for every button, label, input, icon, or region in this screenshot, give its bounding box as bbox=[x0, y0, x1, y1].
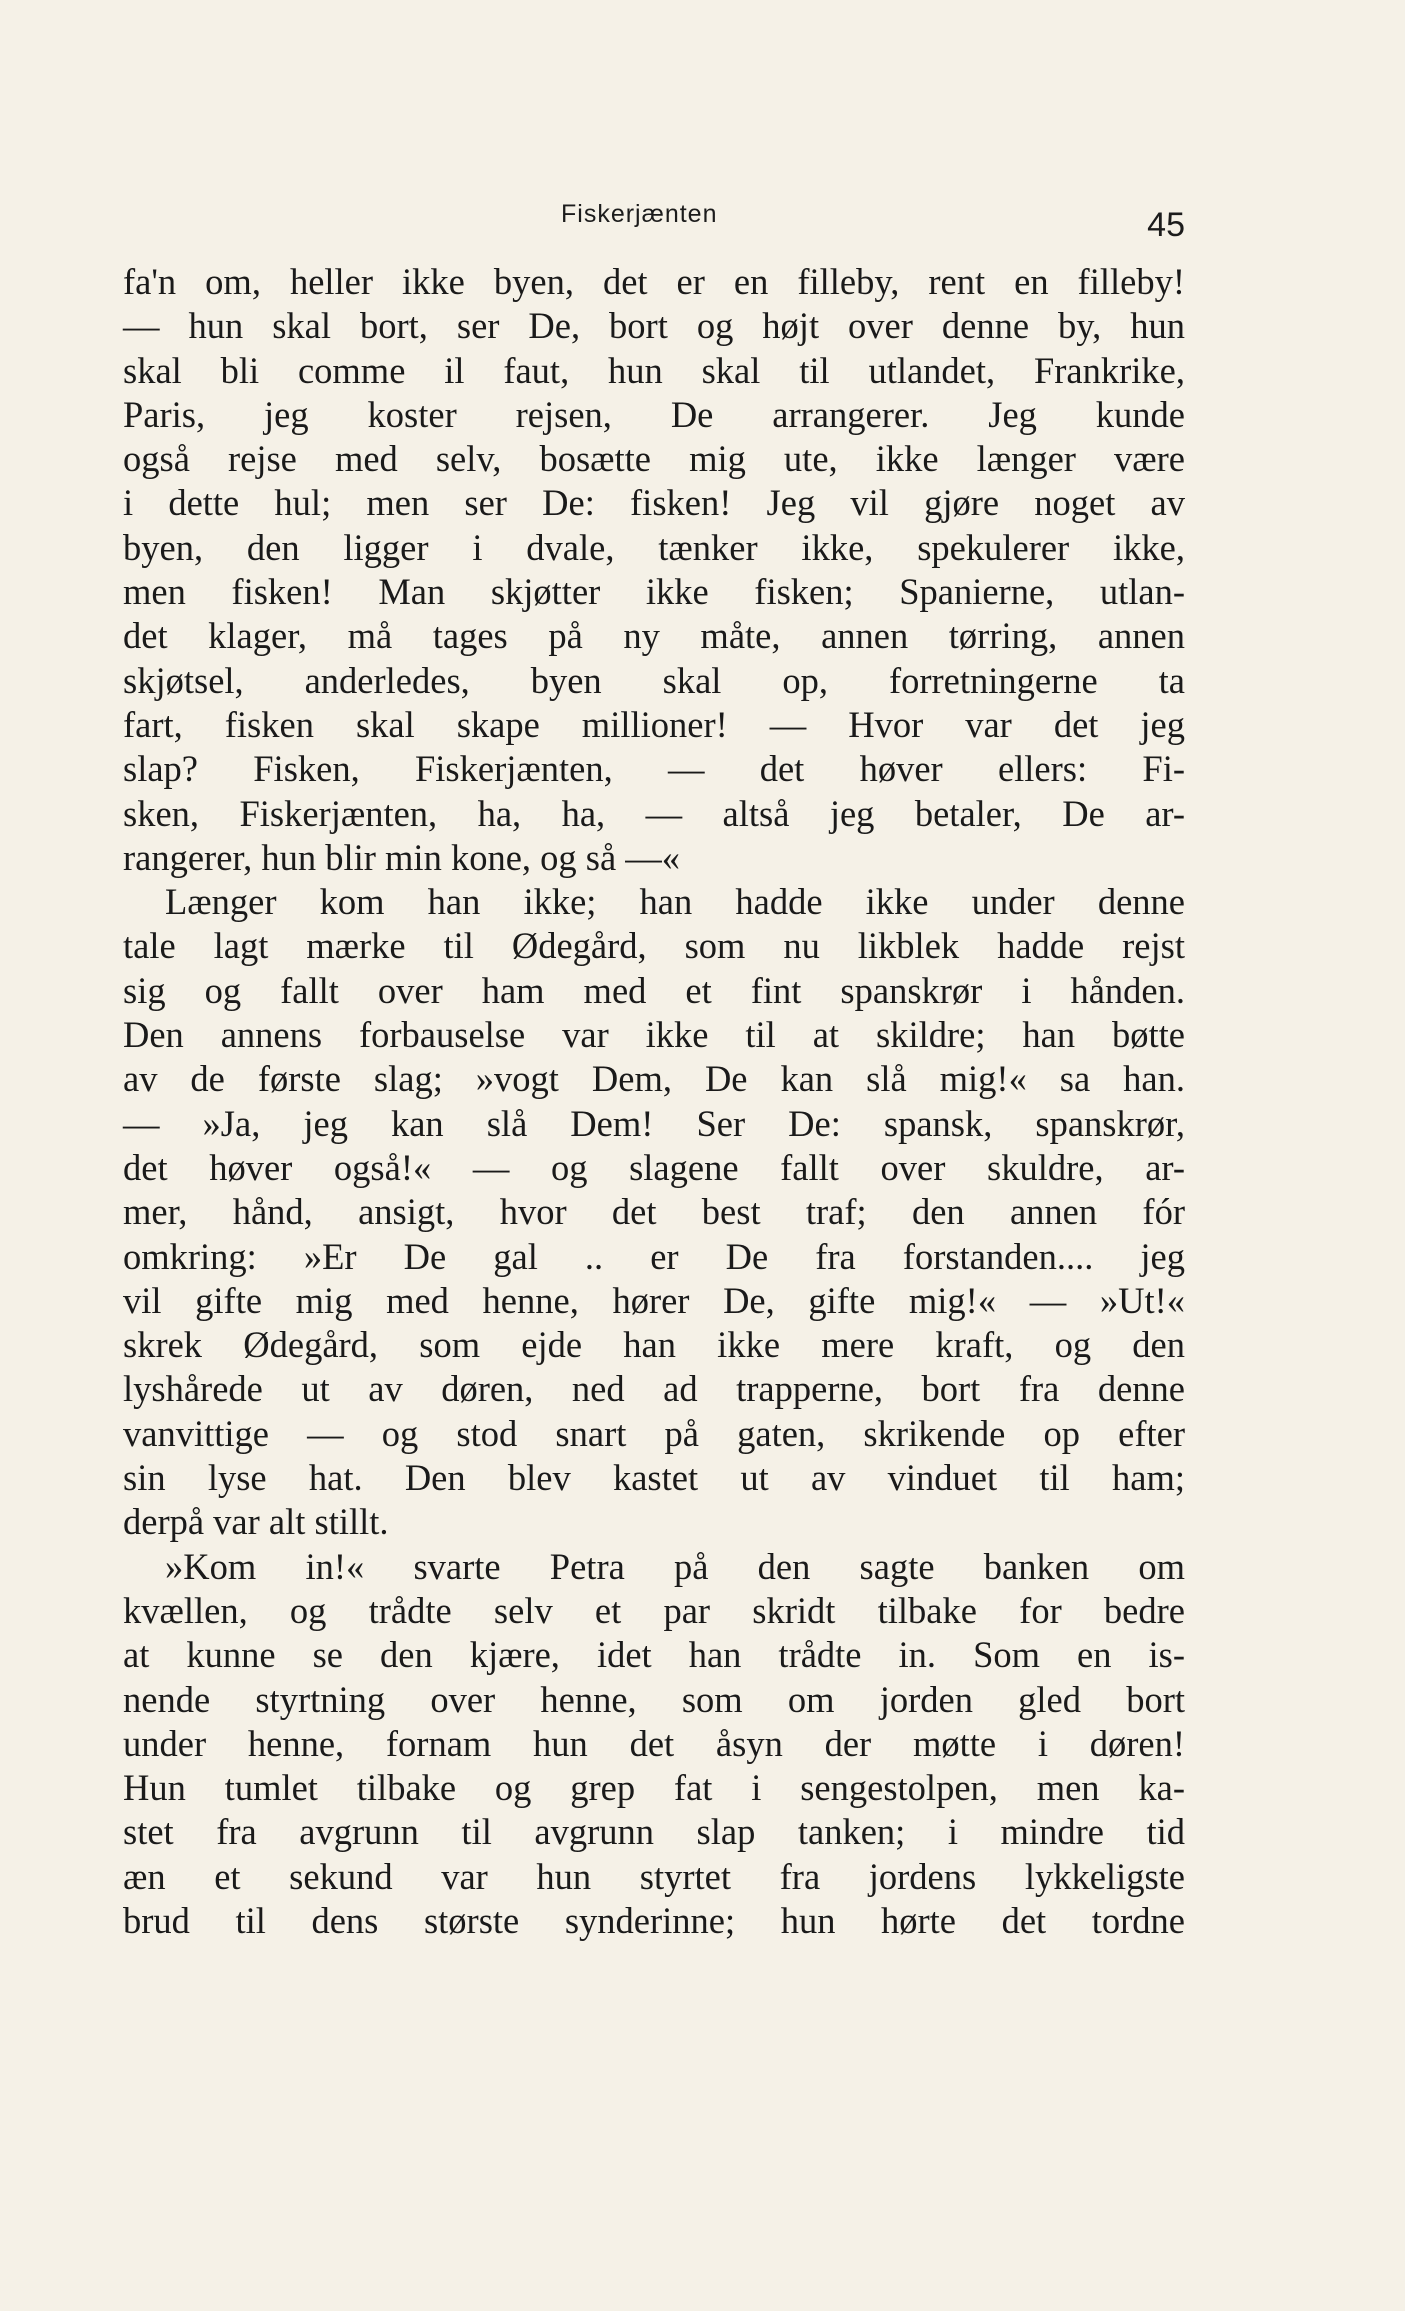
text-line: vanvittige — og stod snart på gaten, skrikende op efter bbox=[123, 1412, 1185, 1454]
text-line: det klager, må tages på ny måte, annen tørring, annen bbox=[123, 615, 1185, 657]
text-line: men fisken! Man skjøtter ikke fisken; Spanierne, utlan- bbox=[123, 571, 1185, 613]
text-line: også rejse med selv, bosætte mig ute, ikke længer være bbox=[123, 438, 1185, 480]
text-line: byen, den ligger i dvale, tænker ikke, spekulerer ikke, bbox=[123, 526, 1185, 568]
text-line: tale lagt mærke til Ødegård, som nu likblek hadde rejst bbox=[123, 925, 1185, 967]
text-line: lyshårede ut av døren, ned ad trapperne, bort fra denne bbox=[123, 1368, 1185, 1410]
text-line: derpå var alt stillt. bbox=[123, 1501, 389, 1543]
text-line: i dette hul; men ser De: fisken! Jeg vil gjøre noget av bbox=[123, 482, 1185, 524]
text-line: — hun skal bort, ser De, bort og højt over denne by, hun bbox=[123, 305, 1185, 347]
page-header bbox=[123, 190, 1185, 250]
text-line: stet fra avgrunn til avgrunn slap tanken; i mindre tid bbox=[123, 1811, 1185, 1853]
text-line: æn et sekund var hun styrtet fra jordens lykkeligste bbox=[123, 1855, 1185, 1897]
text-line: nende styrtning over henne, som om jorden gled bort bbox=[123, 1678, 1185, 1720]
text-line: fart, fisken skal skape millioner! — Hvor var det jeg bbox=[123, 703, 1185, 745]
text-line: »Kom in!« svarte Petra på den sagte banken om bbox=[165, 1545, 1185, 1587]
text-line: at kunne se den kjære, idet han trådte in. Som en is- bbox=[123, 1634, 1185, 1676]
text-line: skrek Ødegård, som ejde han ikke mere kraft, og den bbox=[123, 1324, 1185, 1366]
text-line: kvællen, og trådte selv et par skridt tilbake for bedre bbox=[123, 1589, 1185, 1631]
text-line: slap? Fisken, Fiskerjænten, — det høver ellers: Fi- bbox=[123, 748, 1185, 790]
text-line: sken, Fiskerjænten, ha, ha, — altså jeg betaler, De ar- bbox=[123, 792, 1185, 834]
text-line: skjøtsel, anderledes, byen skal op, forretningerne ta bbox=[123, 659, 1185, 701]
text-line: skal bli comme il faut, hun skal til utlandet, Frankrike, bbox=[123, 349, 1185, 391]
text-line: sin lyse hat. Den blev kastet ut av vinduet til ham; bbox=[123, 1457, 1185, 1499]
text-line: av de første slag; »vogt Dem, De kan slå mig!« sa han. bbox=[123, 1058, 1185, 1100]
body-text bbox=[123, 260, 1185, 1943]
text-line: brud til dens største synderinne; hun hørte det tordne bbox=[123, 1899, 1185, 1941]
text-line: Hun tumlet tilbake og grep fat i sengestolpen, men ka- bbox=[123, 1767, 1185, 1809]
text-line: vil gifte mig med henne, hører De, gifte mig!« — »Ut!« bbox=[123, 1279, 1185, 1321]
paragraph bbox=[123, 880, 1185, 1544]
text-line: rangerer, hun blir min kone, og så —« bbox=[123, 836, 681, 878]
text-line: under henne, fornam hun det åsyn der møtte i døren! bbox=[123, 1722, 1185, 1764]
text-line: det høver også!« — og slagene fallt over skuldre, ar- bbox=[123, 1146, 1185, 1188]
text-line: Længer kom han ikke; han hadde ikke under denne bbox=[165, 881, 1185, 923]
text-line: mer, hånd, ansigt, hvor det best traf; den annen fór bbox=[123, 1191, 1185, 1233]
text-line: Den annens forbauselse var ikke til at skildre; han bøtte bbox=[123, 1014, 1185, 1056]
running-head: Fiskerjænten bbox=[561, 200, 718, 228]
paragraph bbox=[123, 1545, 1185, 1944]
text-line: omkring: »Er De gal .. er De fra forstanden.... jeg bbox=[123, 1235, 1185, 1277]
text-line: fa'n om, heller ikke byen, det er en filleby, rent en filleby! bbox=[123, 261, 1185, 302]
page-number: 45 bbox=[1147, 206, 1185, 244]
text-line: — »Ja, jeg kan slå Dem! Ser De: spansk, spanskrør, bbox=[123, 1102, 1185, 1144]
text-line: sig og fallt over ham med et fint spanskrør i hånden. bbox=[123, 969, 1185, 1011]
paragraph bbox=[123, 260, 1185, 880]
text-line: Paris, jeg koster rejsen, De arrangerer. Jeg kunde bbox=[123, 393, 1185, 435]
